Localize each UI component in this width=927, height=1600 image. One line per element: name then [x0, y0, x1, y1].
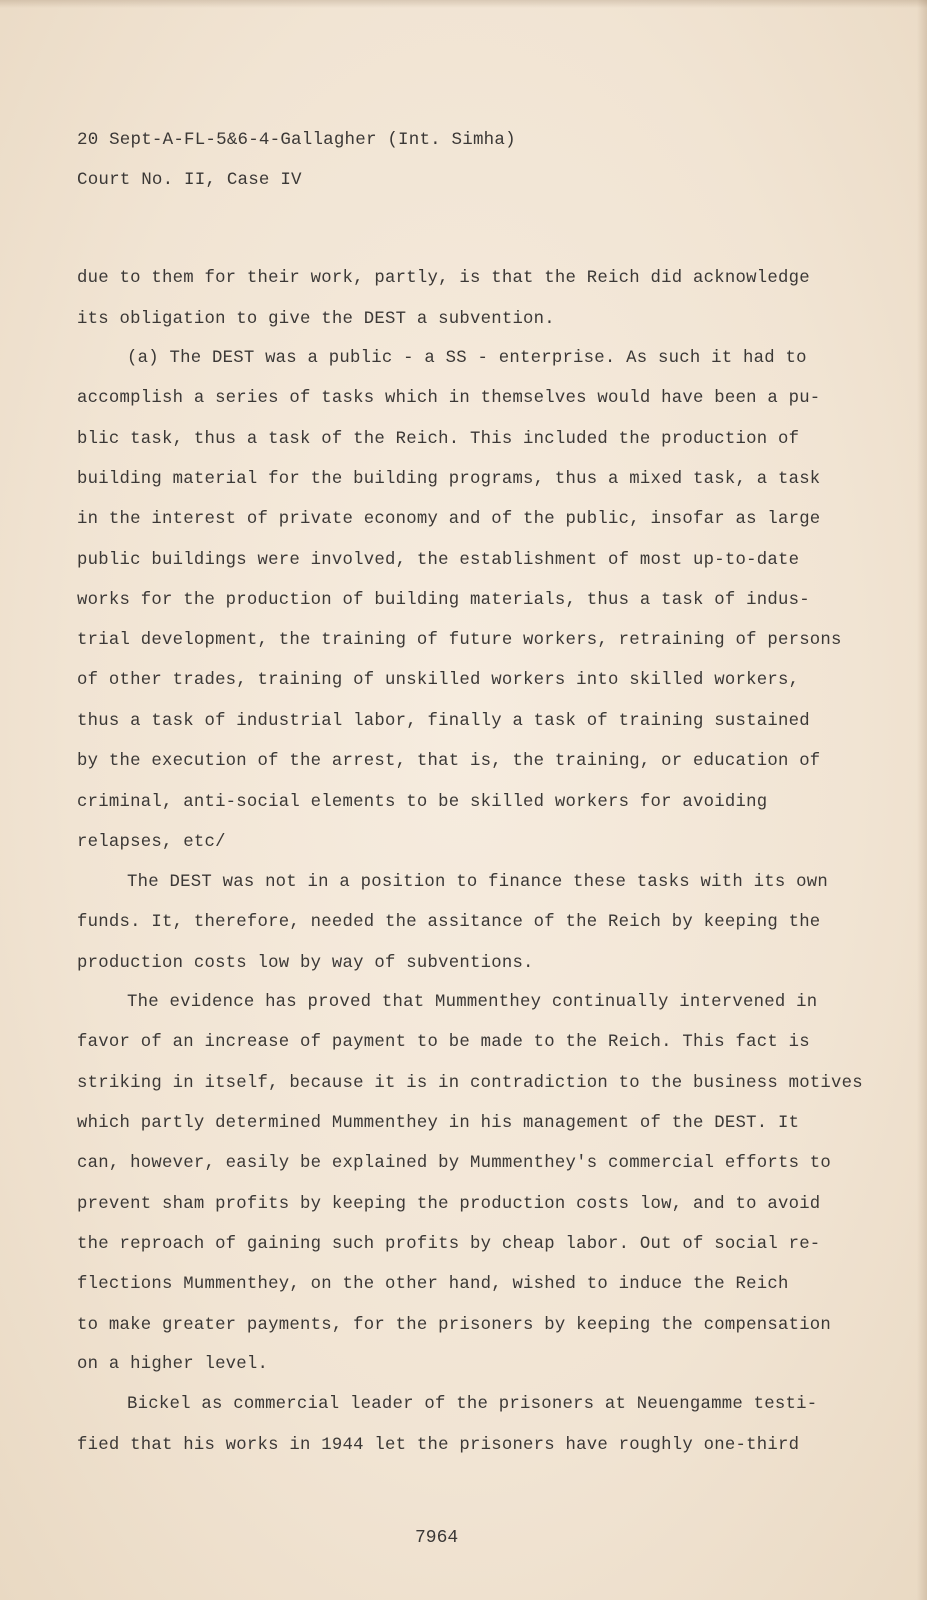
body-line: by the execution of the arrest, that is, the training, or education of [77, 752, 821, 771]
body-line: due to them for their work, partly, is that the Reich did acknowledge [77, 269, 810, 288]
body-line: (a) The DEST was a public - a SS - enterprise. As such it had to [127, 349, 807, 368]
body-line: fied that his works in 1944 let the prisoners have roughly one-third [77, 1436, 800, 1455]
body-line: on a higher level. [77, 1355, 269, 1374]
paper-top-shade [0, 0, 927, 8]
body-line: flections Mummenthey, on the other hand, wished to induce the Reich [77, 1275, 789, 1294]
body-line: prevent sham profits by keeping the production costs low, and to avoid [77, 1195, 821, 1214]
page-number: 7964 [415, 1528, 459, 1548]
body-line: striking in itself, because it is in contradiction to the business motives [77, 1074, 863, 1093]
body-line: building material for the building programs, thus a mixed task, a task [77, 470, 821, 489]
paper-edge-shade [917, 0, 927, 1600]
body-line: its obligation to give the DEST a subvention. [77, 310, 555, 329]
header-case-reference: 20 Sept-A-FL-5&6-4-Gallagher (Int. Simha) [77, 130, 516, 150]
body-line: which partly determined Mummenthey in his management of the DEST. It [77, 1114, 800, 1133]
body-line: The DEST was not in a position to finance these tasks with its own [127, 873, 828, 892]
body-line: public buildings were involved, the establishment of most up-to-date [77, 551, 800, 570]
header-court-number: Court No. II, Case IV [77, 170, 302, 190]
body-line: accomplish a series of tasks which in themselves would have been a pu- [77, 389, 821, 408]
body-line: relapses, etc/ [77, 833, 226, 852]
body-line: works for the production of building materials, thus a task of indus- [77, 591, 810, 610]
body-line: The evidence has proved that Mummenthey continually intervened in [127, 993, 818, 1012]
body-line: can, however, easily be explained by Mummenthey's commercial efforts to [77, 1154, 832, 1173]
body-line: of other trades, training of unskilled workers into skilled workers, [77, 671, 800, 690]
body-line: criminal, anti-social elements to be skilled workers for avoiding [77, 793, 768, 812]
body-line: production costs low by way of subventions. [77, 954, 534, 973]
body-line: the reproach of gaining such profits by cheap labor. Out of social re- [77, 1235, 821, 1254]
body-line: trial development, the training of future workers, retraining of persons [77, 631, 842, 650]
body-line: in the interest of private economy and of the public, insofar as large [77, 510, 821, 529]
body-line: to make greater payments, for the prisoners by keeping the compensation [77, 1316, 832, 1335]
body-line: blic task, thus a task of the Reich. This included the production of [77, 430, 800, 449]
body-line: thus a task of industrial labor, finally a task of training sustained [77, 712, 810, 731]
body-line: Bickel as commercial leader of the prisoners at Neuengamme testi- [127, 1395, 818, 1414]
body-line: funds. It, therefore, needed the assitance of the Reich by keeping the [77, 913, 821, 932]
body-line: favor of an increase of payment to be made to the Reich. This fact is [77, 1033, 810, 1052]
